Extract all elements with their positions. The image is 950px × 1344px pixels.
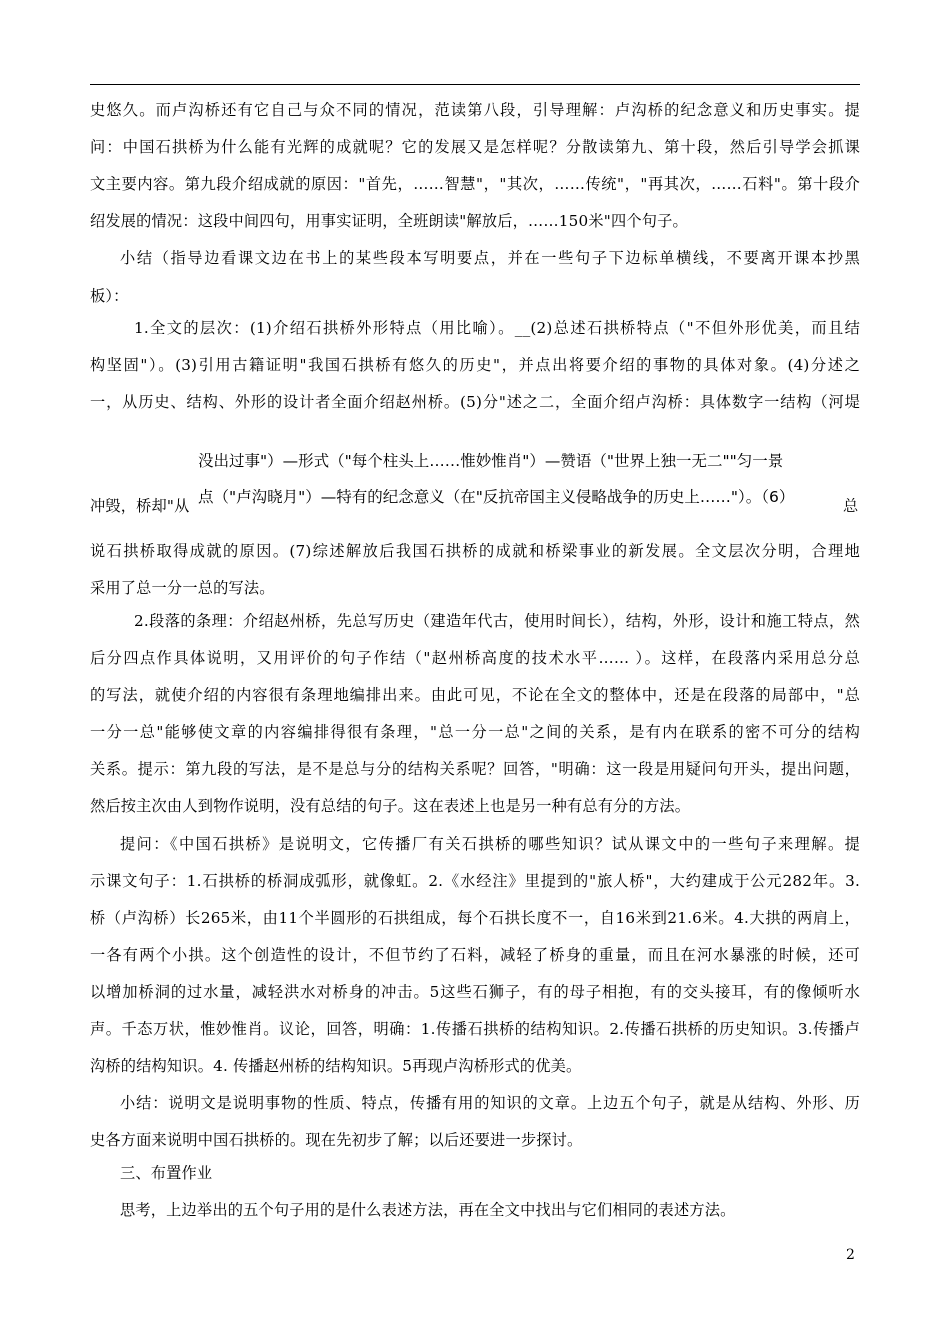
text-line: 示课文句子：1.石拱桥的桥洞成弧形，就像虹。2.《水经注》里提到的"旅人桥"，大约建成于公元282年。3. bbox=[90, 872, 860, 890]
inset-text-line: 没出过事"）—形式（"每个柱头上……惟妙惟肖"）—赞语（"世界上独一无二""匀一景 bbox=[198, 452, 784, 470]
section-heading: 三、布置作业 bbox=[120, 1164, 213, 1182]
text-line: 以增加桥洞的过水量，减轻洪水对桥身的冲击。5这些石狮子，有的母子相抱，有的交头接耳，有的像倾听水 bbox=[90, 983, 860, 1001]
text-line: 一各有两个小拱。这个创造性的设计，不但节约了石料，减轻了桥身的重量，而且在河水暴涨的时候，还可 bbox=[90, 946, 860, 964]
text-line: 问：中国石拱桥为什么能有光辉的成就呢？它的发展又是怎样呢？分散读第九、第十段，然后引导学会抓课 bbox=[90, 138, 860, 156]
text-line: 思考，上边举出的五个句子用的是什么表述方法，再在全文中找出与它们相同的表述方法。 bbox=[120, 1201, 736, 1219]
page-number: 2 bbox=[846, 1247, 855, 1263]
text-line: 提问：《中国石拱桥》是说明文，它传播厂有关石拱桥的哪些知识？试从课文中的一些句子来理解。提 bbox=[120, 835, 860, 853]
text-line: 1.全文的层次：(1)介绍石拱桥外形特点（用比喻）。__(2)总述石拱桥特点（"不但外形优美，而且结 bbox=[134, 319, 860, 337]
text-line: 文主要内容。第九段介绍成就的原因："首先，……智慧"，"其次，……传统"，"再其次，……石料"。第十段介 bbox=[90, 175, 860, 193]
text-line: 后分四点作具体说明，又用评价的句子作结（"赵州桥高度的技术水平…… ）。这样，在段落内采用总分总 bbox=[90, 649, 860, 667]
text-line: 沟桥的结构知识。4. 传播赵州桥的结构知识。5再现卢沟桥形式的优美。 bbox=[90, 1057, 582, 1075]
text-line: 构坚固"）。(3)引用古籍证明"我国石拱桥有悠久的历史"，并点出将要介绍的事物的具体对象。(4)分述之 bbox=[90, 356, 860, 374]
text-line: 小结：说明文是说明事物的性质、特点，传播有用的知识的文章。上边五个句子，就是从结构、外形、历 bbox=[120, 1094, 860, 1112]
text-line: 总 bbox=[843, 497, 859, 515]
header-rule bbox=[90, 84, 860, 85]
text-line: 采用了总一分一总的写法。 bbox=[90, 579, 275, 597]
text-line: 一分一总"能够使文章的内容编排得很有条理，"总一分一总"之间的关系，是有内在联系的密不可分的结构 bbox=[90, 723, 860, 741]
text-line: 声。千态万状，惟妙惟肖。议论，回答，明确：1.传播石拱桥的结构知识。2.传播石拱桥的历史知识。3.传播卢 bbox=[90, 1020, 860, 1038]
text-line: 绍发展的情况：这段中间四句，用事实证明，全班朗读"解放后，……150米"四个句子。 bbox=[90, 212, 688, 230]
text-line: 桥（卢沟桥）长265米，由11个半圆形的石拱组成，每个石拱长度不一，自16米到21.6米。4.大拱的两肩上， bbox=[90, 909, 860, 927]
text-line: 的写法，就使介绍的内容很有条理地编排出来。由此可见，不论在全文的整体中，还是在段落的局部中，"总 bbox=[90, 686, 860, 704]
text-line: 冲毁，桥却"从 bbox=[90, 497, 190, 515]
text-line: 史悠久。而卢沟桥还有它自己与众不同的情况，范读第八段，引导理解：卢沟桥的纪念意义和历史事实。提 bbox=[90, 101, 860, 119]
text-line: 说石拱桥取得成就的原因。(7)综述解放后我国石拱桥的成就和桥梁事业的新发展。全文层次分明，合理地 bbox=[90, 542, 860, 560]
text-line: 板）： bbox=[90, 287, 129, 305]
text-line: 2.段落的条理：介绍赵州桥，先总写历史（建造年代古，使用时间长），结构，外形，设计和施工特点，然 bbox=[134, 612, 860, 630]
text-line: 小结（指导边看课文边在书上的某些段本写明要点，并在一些句子下边标单横线，不要离开课本抄黑 bbox=[120, 249, 860, 267]
text-line: 一，从历史、结构、外形的设计者全面介绍赵州桥。(5)分"述之二，全面介绍卢沟桥：具体数字一结构（河堤 bbox=[90, 393, 860, 411]
inset-text-line: 点（"卢沟晓月"）—特有的纪念意义（在"反抗帝国主义侵略战争的历史上……"）。（6） bbox=[198, 488, 795, 506]
text-line: 史各方面来说明中国石拱桥的。现在先初步了解；以后还要进一步探讨。 bbox=[90, 1131, 583, 1149]
text-line: 关系。提示：第九段的写法，是不是总与分的结构关系呢？回答，"明确：这一段是用疑问句开头，提出问题， bbox=[90, 760, 860, 778]
text-line: 然后按主次由人到物作说明，没有总结的句子。这在表述上也是另一种有总有分的方法。 bbox=[90, 797, 691, 815]
